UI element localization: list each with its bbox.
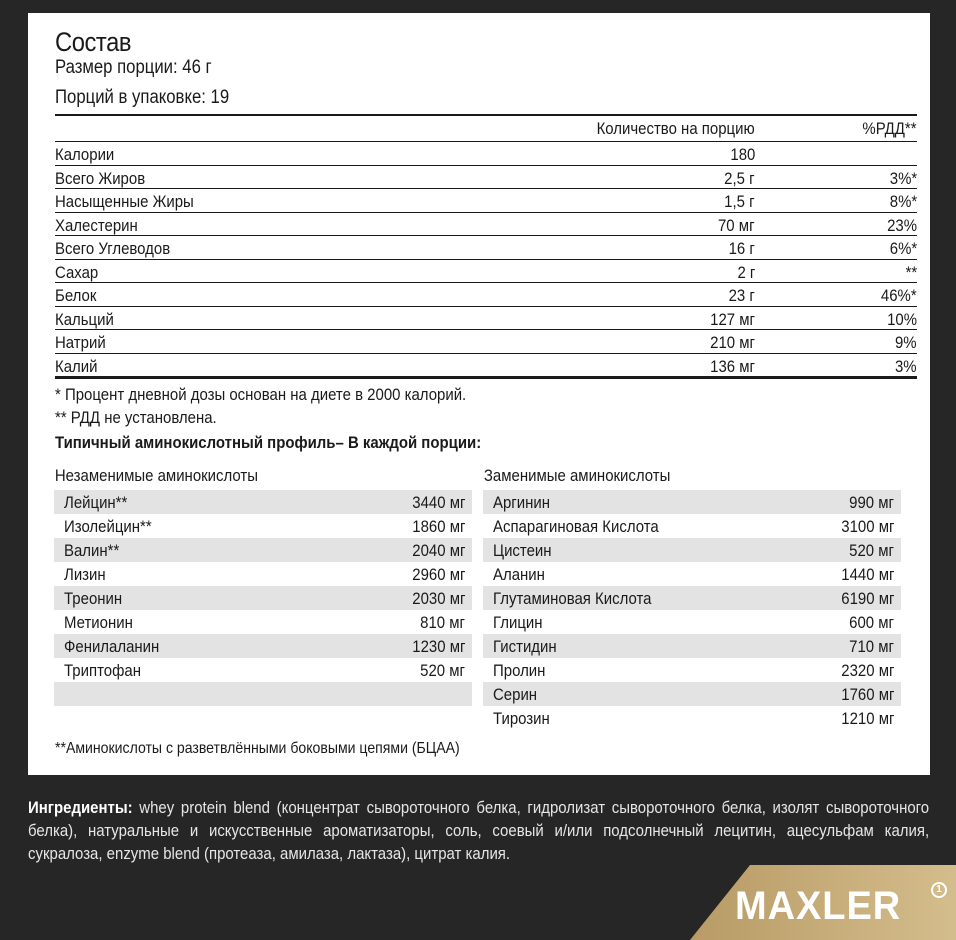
amino-value: 990 мг — [849, 493, 894, 512]
ingredients-text — [28, 796, 929, 865]
nutrition-header-row — [55, 116, 917, 141]
amino-row — [483, 706, 901, 730]
amino-row — [483, 682, 901, 706]
amino-name: Серин — [493, 685, 538, 704]
ingredients-list: whey protein blend (концентрат сывороточного белка, гидролизат сывороточного белка, изолят сывороточного белка), натуральные и искусственные ароматизаторы, соль, соевый и/или подсолнечный лецитин, ацесульфам калия, сукралоза, enzyme blend (протеаза, амилаза, лактаза), цитрат калия. — [28, 798, 930, 863]
nutrient-name: Халестерин — [55, 215, 138, 235]
nutrition-row — [55, 165, 917, 189]
amino-name: Треонин — [64, 589, 123, 608]
amino-profile-heading: Типичный аминокислотный профиль– В каждой порции: — [55, 433, 482, 452]
nutrient-dv: 6%* — [889, 239, 917, 258]
nutrient-dv: ** — [905, 262, 917, 282]
brand-mark-icon: 1 — [931, 882, 947, 898]
amino-name: Лизин — [64, 565, 106, 584]
amino-name: Глицин — [493, 613, 543, 632]
amino-value: 600 мг — [849, 613, 894, 632]
amino-row — [483, 658, 901, 682]
nutrient-amount: 2 г — [737, 262, 755, 282]
amino-value: 1440 мг — [840, 565, 894, 584]
amino-name: Цистеин — [493, 541, 552, 560]
amino-name: Фенилаланин — [64, 637, 160, 656]
nutrient-name: Кальций — [55, 309, 114, 329]
amino-value: 520 мг — [849, 541, 894, 560]
amino-row — [483, 634, 901, 658]
nutrient-amount: 136 мг — [710, 356, 755, 376]
amino-value: 6190 мг — [840, 589, 894, 608]
amino-value: 1230 мг — [411, 637, 465, 656]
amino-name: Валин** — [64, 541, 120, 560]
nutrient-dv: 9% — [895, 333, 917, 352]
brand-logo: MAXLER — [735, 884, 902, 928]
nutrition-row — [55, 329, 917, 353]
nutrition-header-amount: Количество на порцию — [596, 119, 755, 138]
amino-value: 2320 мг — [840, 661, 894, 680]
amino-value: 2960 мг — [411, 565, 465, 584]
nutrient-dv: 8%* — [889, 192, 917, 211]
amino-row — [54, 538, 472, 562]
amino-value: 1860 мг — [411, 517, 465, 536]
amino-value: 2030 мг — [411, 589, 465, 608]
amino-row — [54, 490, 472, 514]
amino-name: Аспарагиновая Кислота — [493, 517, 659, 536]
nutrient-dv: 23% — [887, 215, 917, 235]
essential-amino-table — [54, 466, 472, 706]
nutrient-name: Калий — [55, 356, 98, 376]
nutrition-row — [55, 188, 917, 212]
amino-name: Триптофан — [64, 661, 141, 680]
amino-name: Лейцин** — [64, 493, 128, 512]
amino-row — [54, 586, 472, 610]
nutrient-amount: 210 мг — [710, 333, 755, 352]
nutrient-amount: 127 мг — [710, 309, 755, 329]
nutrient-dv: 46%* — [881, 286, 917, 305]
nutrition-row — [55, 212, 917, 236]
amino-row — [483, 538, 901, 562]
nutrient-dv: 10% — [887, 309, 917, 329]
amino-value: 3100 мг — [840, 517, 894, 536]
amino-row — [54, 562, 472, 586]
amino-value: 2040 мг — [411, 541, 465, 560]
amino-name: Тирозин — [493, 709, 550, 728]
amino-row — [54, 514, 472, 538]
amino-row — [54, 610, 472, 634]
nutrient-name: Калории — [55, 145, 115, 164]
bcaa-footnote: **Аминокислоты с разветвлёнными боковыми цепями (БЦАА) — [55, 740, 460, 757]
amino-value: 710 мг — [849, 637, 894, 656]
nutrition-row — [55, 141, 917, 165]
amino-row — [483, 562, 901, 586]
servings-per-container: Порций в упаковке: 19 — [55, 87, 230, 108]
nutrition-row — [55, 259, 917, 283]
nutrient-name: Белок — [55, 286, 97, 305]
nonessential-amino-title: Заменимые аминокислоты — [483, 466, 671, 485]
nutrition-header-dv: %РДД** — [862, 119, 917, 138]
not-established-note: ** РДД не установлена. — [55, 408, 217, 427]
nutrient-amount: 2,5 г — [724, 168, 755, 188]
nutrition-panel — [28, 13, 930, 775]
amino-name: Аргинин — [493, 493, 550, 512]
nutrition-row — [55, 235, 917, 259]
nutrition-row — [55, 306, 917, 330]
nutrition-row — [55, 353, 917, 377]
serving-size: Размер порции: 46 г — [55, 57, 212, 78]
amino-value: 3440 мг — [411, 493, 465, 512]
nutrient-name: Всего Жиров — [55, 168, 146, 188]
nutrient-dv: 3%* — [889, 168, 917, 188]
amino-name: Глутаминовая Кислота — [493, 589, 652, 608]
amino-row — [483, 610, 901, 634]
nonessential-amino-table — [483, 466, 901, 730]
nutrient-amount: 180 — [730, 145, 755, 164]
nutrient-name: Натрий — [55, 333, 106, 352]
nutrient-name: Всего Углеводов — [55, 239, 171, 258]
amino-value: 520 мг — [420, 661, 465, 680]
amino-name: Метионин — [64, 613, 133, 632]
amino-row — [483, 490, 901, 514]
nutrient-amount: 1,5 г — [724, 192, 755, 211]
amino-row — [483, 586, 901, 610]
amino-value: 1760 мг — [840, 685, 894, 704]
nutrient-amount: 23 г — [728, 286, 755, 305]
nutrient-amount: 16 г — [728, 239, 755, 258]
panel-title: Состав — [55, 27, 132, 57]
amino-name: Аланин — [493, 565, 545, 584]
nutrient-dv: 3% — [895, 356, 917, 376]
nutrition-row — [55, 282, 917, 306]
amino-name: Изолейцин** — [64, 517, 152, 536]
amino-name: Пролин — [493, 661, 546, 680]
amino-row — [54, 658, 472, 682]
nutrient-amount: 70 мг — [718, 215, 755, 235]
amino-row-empty — [54, 682, 472, 706]
essential-amino-title: Незаменимые аминокислоты — [54, 466, 259, 485]
nutrient-name: Сахар — [55, 262, 99, 282]
amino-name: Гистидин — [493, 637, 557, 656]
amino-value: 1210 мг — [840, 709, 894, 728]
nutrition-table — [55, 114, 917, 379]
amino-row — [483, 514, 901, 538]
daily-value-note: * Процент дневной дозы основан на диете в 2000 калорий. — [55, 385, 467, 404]
amino-row — [54, 634, 472, 658]
amino-value: 810 мг — [420, 613, 465, 632]
ingredients-label: Ингредиенты: — [28, 798, 133, 817]
nutrient-name: Насыщенные Жиры — [55, 192, 194, 211]
